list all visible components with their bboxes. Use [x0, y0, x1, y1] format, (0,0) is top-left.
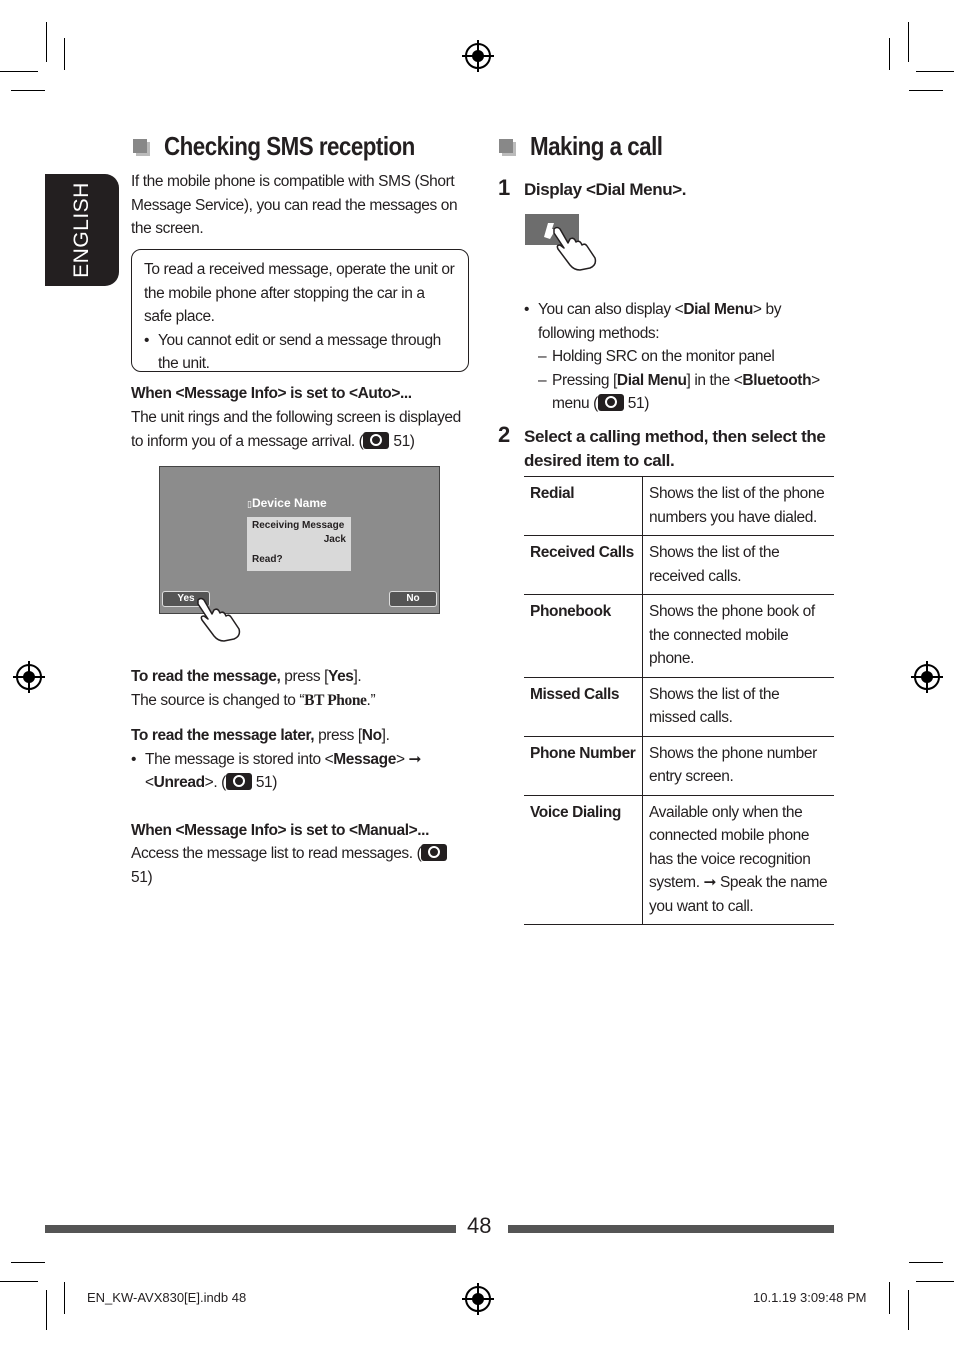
crop-mark — [11, 1262, 45, 1263]
registration-mark-icon — [914, 664, 940, 690]
table-row — [524, 795, 834, 925]
method-name: Phone Number — [524, 736, 643, 795]
screen-device-name — [247, 496, 327, 510]
read-instruction — [131, 665, 471, 712]
table-row — [524, 677, 834, 736]
page-number: 48 — [467, 1213, 492, 1238]
read-end: ]. — [353, 668, 362, 685]
phone-small-icon: ▯ — [247, 499, 252, 509]
note-text: To read a received message, operate the unit or the mobile phone after stopping the car in a safe place. — [144, 261, 455, 325]
auto-ref: 51) — [393, 432, 415, 450]
footer-bar-left — [45, 1225, 456, 1233]
method-description: Shows the list of the missed calls. — [643, 677, 835, 736]
later-b-msg: Message — [333, 750, 396, 768]
manual-heading: When <Message Info> is set to <Manual>... — [131, 822, 429, 839]
dash2-ref: 51) — [627, 395, 649, 412]
footer-date: 10.1.19 3:09:48 PM — [753, 1290, 867, 1305]
method-name: Voice Dialing — [524, 795, 643, 925]
table-row — [524, 595, 834, 678]
table-row — [524, 736, 834, 795]
read-lead: To read the message, — [131, 668, 281, 685]
crop-mark — [916, 71, 954, 72]
reference-search-icon — [598, 394, 624, 411]
crop-mark — [908, 22, 909, 62]
method-description: Available only when the connected mobile phone has the voice recognition system. ➞ Speak the name you want to call. — [643, 795, 835, 925]
auto-text — [131, 406, 471, 453]
crop-mark — [46, 1290, 47, 1330]
screen-line2: Jack — [323, 534, 346, 545]
pointing-hand-icon — [192, 596, 248, 642]
manual-text — [131, 842, 471, 889]
manual-text-body: Access the message list to read messages. ( — [131, 845, 422, 862]
left-intro: If the mobile phone is compatible with SMS (Short Message Service), you can read the messages on the screen. — [131, 173, 458, 237]
reference-search-icon — [421, 844, 447, 861]
crop-mark — [11, 90, 45, 91]
later-key: No — [361, 727, 382, 744]
footer-bar-right — [508, 1225, 834, 1233]
screen-message-box — [247, 517, 351, 571]
later-b-unread: Unread — [153, 774, 205, 791]
method-name: Redial — [524, 477, 643, 536]
step1-info — [524, 298, 834, 416]
source-name: BT Phone — [304, 691, 367, 709]
crop-mark — [916, 1281, 954, 1282]
manual-ref: 51) — [131, 868, 153, 886]
caution-note — [131, 249, 469, 372]
message-screen — [159, 466, 440, 614]
screen-device-name-label: Device Name — [251, 496, 327, 510]
right-heading: Making a call — [530, 131, 663, 161]
method-description: Shows the phone number entry screen. — [643, 736, 835, 795]
later-bullet — [131, 748, 471, 795]
dash2-post: > menu ( — [552, 371, 820, 412]
later-b-mid: > ➞ < — [145, 750, 422, 791]
heading-square-icon — [499, 139, 513, 153]
method-name: Phonebook — [524, 595, 643, 678]
registration-mark-icon — [465, 1286, 491, 1312]
later-b-pre: The message is stored into < — [145, 750, 334, 768]
dial-menu-button-icon — [524, 213, 600, 279]
screen-no-button[interactable]: No — [389, 591, 437, 607]
step1-bullet — [524, 298, 834, 416]
crop-mark — [889, 38, 890, 70]
dash2-dial: Dial Menu — [616, 371, 687, 389]
method-holding-src: – Holding SRC on the monitor panel — [538, 345, 834, 369]
heading-square-icon — [133, 139, 147, 153]
registration-mark-icon — [465, 43, 491, 69]
note-bullet: • You cannot edit or send a message through the unit. — [144, 329, 456, 376]
screen-line1: Receiving Message — [252, 520, 345, 531]
reference-search-icon — [363, 432, 389, 449]
step1-number: 1 — [498, 175, 511, 200]
bullet-pre: You can also display < — [538, 301, 684, 318]
table-row — [524, 536, 834, 595]
crop-mark — [46, 22, 47, 62]
method-description: Shows the list of the phone numbers you have dialed. — [643, 477, 835, 536]
auto-text-body: The unit rings and the following screen is displayed to inform you of a message arrival. ( — [131, 409, 461, 450]
read-key: Yes — [327, 668, 354, 685]
method-description: Shows the list of the received calls. — [643, 536, 835, 595]
crop-mark — [0, 71, 38, 72]
dash2-mid: ] in the < — [686, 371, 743, 389]
crop-mark — [909, 1262, 943, 1263]
crop-mark — [0, 1281, 38, 1282]
later-end: ]. — [381, 727, 390, 744]
method-name: Received Calls — [524, 536, 643, 595]
footer-file: EN_KW-AVX830[E].indb 48 — [87, 1290, 247, 1305]
table-row — [524, 477, 834, 536]
step1-text: Display <Dial Menu>. — [524, 180, 687, 199]
dash2-bt: Bluetooth — [742, 371, 812, 389]
later-b-end: >. ( — [204, 774, 226, 791]
screen-yes-button[interactable]: Yes — [162, 591, 210, 607]
step2-number: 2 — [498, 422, 511, 447]
crop-mark — [909, 90, 943, 91]
step2-text: Select a calling method, then select the desired item to call. — [524, 427, 826, 470]
crop-mark — [889, 1282, 890, 1314]
source-post: .” — [366, 691, 376, 709]
auto-heading: When <Message Info> is set to <Auto>... — [131, 385, 412, 402]
later-lead: To read the message later, — [131, 727, 315, 744]
crop-mark — [64, 38, 65, 70]
bullet-post: > by following methods: — [538, 301, 782, 342]
later-mid: press [ — [314, 727, 362, 744]
registration-mark-icon — [16, 664, 42, 690]
method-description: Shows the phone book of the connected mobile phone. — [643, 595, 835, 678]
crop-mark — [908, 1290, 909, 1330]
language-tab-label: ENGLISH — [70, 182, 93, 278]
method-pressing-dial-menu — [538, 369, 834, 416]
source-pre: The source is changed to “ — [131, 691, 305, 709]
read-mid: press [ — [280, 668, 328, 685]
later-b-ref: 51) — [255, 774, 278, 791]
bullet-dial: Dial Menu — [683, 301, 753, 318]
dash2-pre: Pressing [ — [552, 371, 617, 389]
calling-methods-table — [524, 476, 834, 925]
language-tab — [45, 174, 119, 286]
method-name: Missed Calls — [524, 677, 643, 736]
reference-search-icon — [226, 773, 252, 790]
left-heading: Checking SMS reception — [164, 131, 415, 161]
screen-line3: Read? — [252, 554, 283, 565]
later-instruction — [131, 724, 471, 795]
crop-mark — [64, 1282, 65, 1314]
